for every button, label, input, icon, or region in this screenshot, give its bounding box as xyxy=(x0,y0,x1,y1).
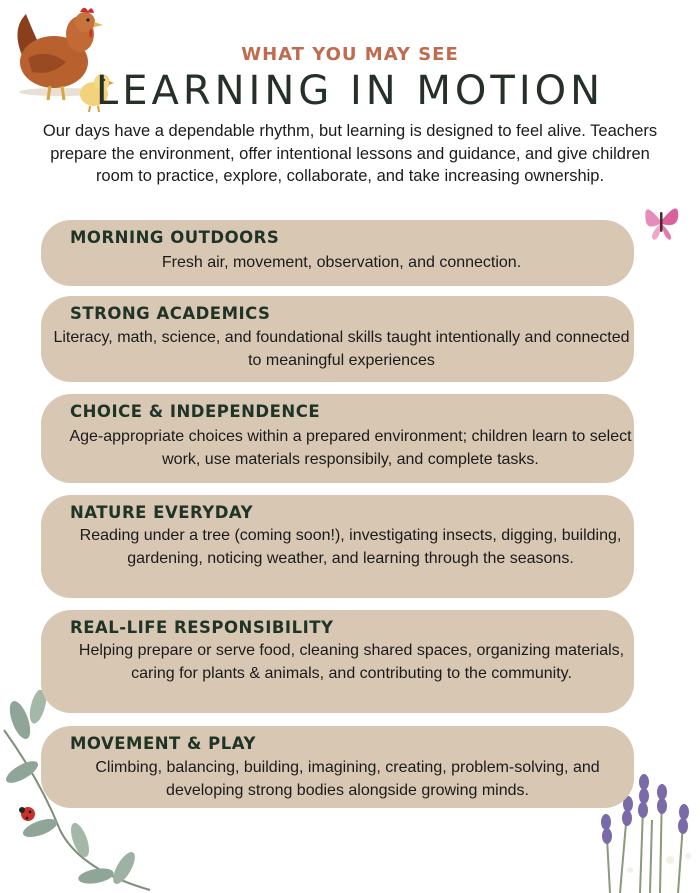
butterfly-illustration xyxy=(640,196,684,244)
card-title: STRONG ACADEMICS xyxy=(70,304,271,323)
card-strong-academics xyxy=(41,296,634,382)
card-text: Literacy, math, science, and foundational skills taught intentionally and connected to meaningful experiences xyxy=(53,329,630,369)
card-real-life-responsibility xyxy=(41,610,634,713)
card-title: REAL-LIFE RESPONSIBILITY xyxy=(70,618,334,637)
card-text: Age-appropriate choices within a prepared environment; children learn to select work, use materials responsibily, and complete tasks. xyxy=(69,428,632,468)
card-text: Helping prepare or serve food, cleaning shared spaces, organizing materials, caring for plants & animals, and contributing to the community. xyxy=(78,642,625,682)
card-title: NATURE EVERYDAY xyxy=(70,503,254,522)
intro-paragraph: Our days have a dependable rhythm, but learning is designed to feel alive. Teachers prepare the environment, offer intentional lessons and guidance, and give children room to practice, explore, collaborate, and take increasing ownership. xyxy=(42,122,658,185)
card-text: Fresh air, movement, observation, and connection. xyxy=(161,254,522,271)
card-title: MOVEMENT & PLAY xyxy=(70,734,256,753)
page-title: LEARNING IN MOTION xyxy=(95,68,605,114)
card-text: Climbing, balancing, building, imagining, creating, problem-solving, and developing strong bodies alongside growing minds. xyxy=(95,759,600,799)
card-morning-outdoors xyxy=(41,220,634,286)
card-movement-play xyxy=(41,726,634,808)
card-text: Reading under a tree (coming soon!), investigating insects, digging, building, gardening, noticing weather, and learning through the seasons. xyxy=(79,527,622,567)
card-nature-everyday xyxy=(41,495,634,598)
card-title: MORNING OUTDOORS xyxy=(70,228,280,247)
card-title: CHOICE & INDEPENDENCE xyxy=(70,402,321,421)
card-choice-independence xyxy=(41,394,634,483)
eyebrow-heading: WHAT YOU MAY SEE xyxy=(241,44,459,65)
